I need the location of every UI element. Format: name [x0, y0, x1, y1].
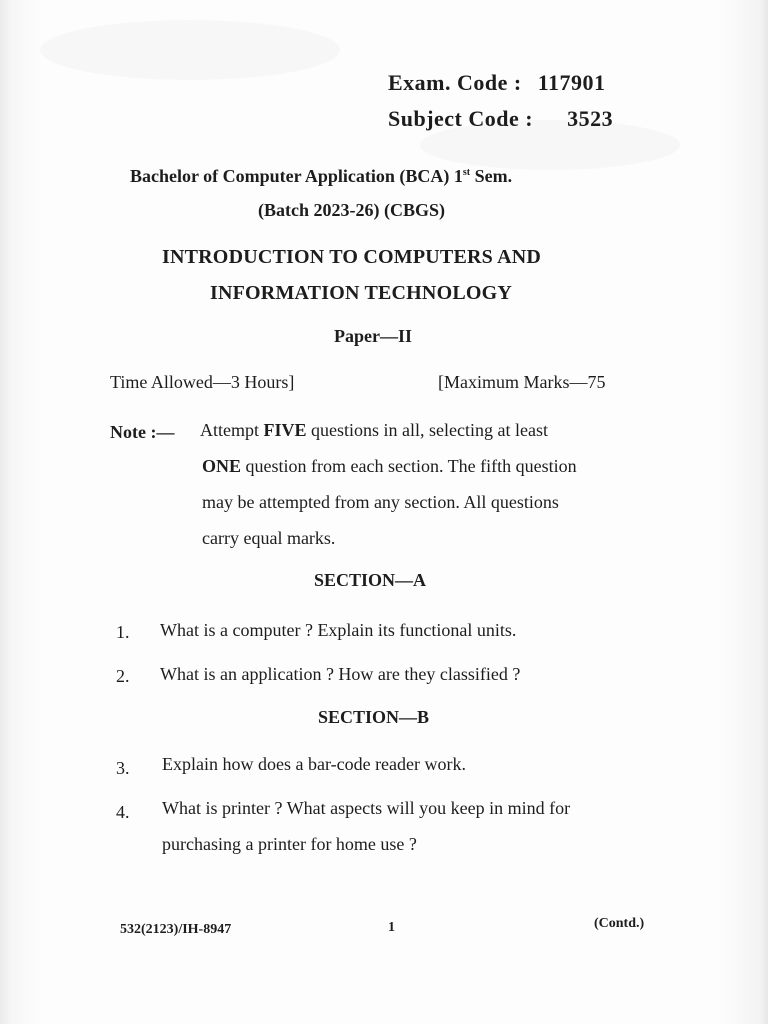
exam-code-value: 117901	[537, 70, 606, 95]
course-batch-line: (Batch 2023-26) (CBGS)	[258, 200, 445, 220]
maximum-marks: [Maximum Marks—75	[438, 372, 606, 392]
subject-code-label: Subject Code :	[388, 106, 534, 131]
paper-smudge	[40, 20, 340, 80]
course-sem-suffix: st	[462, 167, 471, 178]
question-text: What is an application ? How are they classified ?	[160, 664, 521, 684]
note-emphasis: FIVE	[263, 420, 307, 440]
question-number: 1.	[116, 622, 130, 642]
footer-continued: (Contd.)	[594, 916, 645, 931]
paper-number: Paper—II	[334, 326, 412, 346]
question-text: What is a computer ? Explain its functional units.	[160, 620, 517, 640]
note-text: questions in all, selecting at least	[306, 420, 548, 440]
note-line-2	[202, 448, 577, 484]
note-line-4: carry equal marks.	[202, 528, 336, 548]
section-heading-a: SECTION—A	[314, 570, 427, 590]
footer-page-number: 1	[388, 920, 395, 935]
question-text: What is printer ? What aspects will you keep in mind for	[162, 798, 571, 818]
question-number: 2.	[116, 666, 130, 686]
footer-paper-code: 532(2123)/IH-8947	[120, 922, 232, 937]
question-number: 3.	[116, 758, 130, 778]
note-text: Attempt	[200, 420, 264, 440]
course-sem: Sem.	[470, 166, 513, 186]
paper-title-line-2: INFORMATION TECHNOLOGY	[210, 282, 513, 304]
exam-code-line	[388, 70, 606, 96]
note-label: Note :—	[110, 422, 175, 442]
paper-title-line-1: INTRODUCTION TO COMPUTERS AND	[162, 246, 542, 268]
note-text: question from each section. The fifth question	[241, 456, 577, 476]
question-number: 4.	[116, 802, 130, 822]
note-line-1	[200, 412, 548, 448]
question-text: Explain how does a bar-code reader work.	[162, 754, 467, 774]
note-emphasis: ONE	[202, 456, 242, 476]
subject-code-value: 3523	[567, 106, 614, 131]
section-heading-b: SECTION—B	[318, 707, 430, 727]
question-text: purchasing a printer for home use ?	[162, 834, 417, 854]
course-line-1	[130, 166, 512, 187]
exam-code-label: Exam. Code :	[388, 70, 522, 95]
time-allowed: Time Allowed—3 Hours]	[110, 372, 295, 392]
course-name: Bachelor of Computer Application (BCA) 1	[130, 166, 463, 186]
note-line-3: may be attempted from any section. All questions	[202, 492, 559, 512]
subject-code-line	[388, 106, 613, 132]
